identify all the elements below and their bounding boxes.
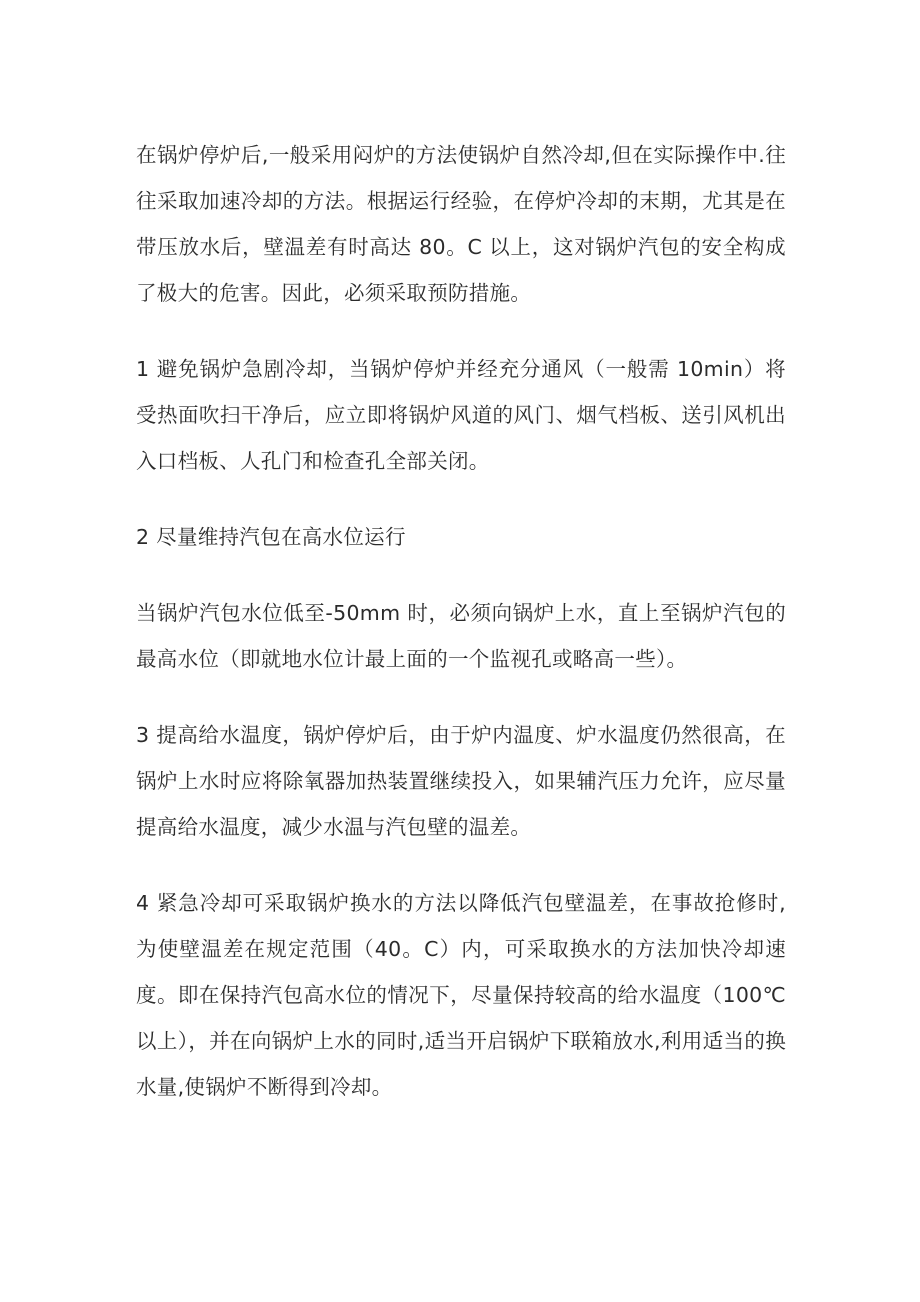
paragraph-measure-3: 3 提高给水温度，锅炉停炉后，由于炉内温度、炉水温度仍然很高，在锅炉上水时应将除氧器加热装置继续投入，如果辅汽压力允许，应尽量提高给水温度，减少水温与汽包壁的温差。 xyxy=(136,723,786,839)
paragraph-measure-1: 1 避免锅炉急剧冷却，当锅炉停炉并经充分通风（一般需 10min）将受热面吹扫干净后，应立即将锅炉风道的风门、烟气档板、送引风机出入口档板、人孔门和检查孔全部关闭。 xyxy=(136,357,786,473)
paragraph-measure-2-detail: 当锅炉汽包水位低至-50mm 时，必须向锅炉上水，直上至锅炉汽包的最高水位（即就地水位计最上面的一个监视孔或略高一些）。 xyxy=(136,601,786,671)
paragraph-measure-4: 4 紧急冷却可采取锅炉换水的方法以降低汽包壁温差，在事故抢修时,为使壁温差在规定范围（40。C）内，可采取换水的方法加快冷却速度。即在保持汽包高水位的情况下，尽量保持较高的给水温度（100℃以上），并在向锅炉上水的同时,适当开启锅炉下联箱放水,利用适当的换水量,使锅炉不断得到冷却。 xyxy=(136,891,786,1099)
document-body xyxy=(136,132,786,1140)
paragraph-intro: 在锅炉停炉后,一般采用闷炉的方法使锅炉自然冷却,但在实际操作中.往往采取加速冷却的方法。根据运行经验，在停炉冷却的末期，尤其是在带压放水后，壁温差有时高达 80。C 以上，这对锅炉汽包的安全构成了极大的危害。因此，必须采取预防措施。 xyxy=(136,143,786,305)
paragraph-measure-2-heading: 2 尽量维持汽包在高水位运行 xyxy=(136,525,406,549)
